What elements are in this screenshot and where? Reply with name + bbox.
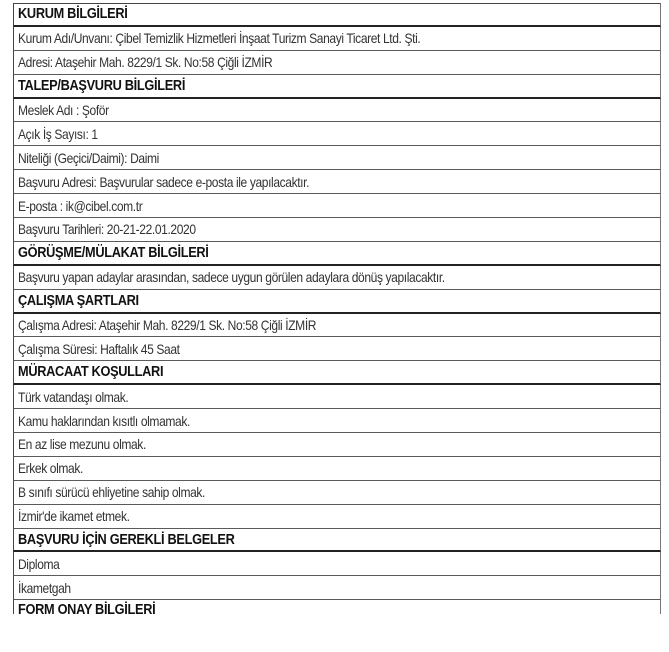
work-address: Çalışma Adresi: Ataşehir Mah. 8229/1 Sk. No:58 Çiğli İZMİR (18, 317, 317, 334)
requirement-row (13, 433, 661, 457)
section-title: ÇALIŞMA ŞARTLARI (18, 292, 139, 309)
required-document-row (13, 576, 661, 600)
requirement-row (13, 505, 661, 529)
section-header-institution-info (13, 3, 661, 27)
section-title: KURUM BİLGİLERİ (18, 6, 128, 23)
open-positions-row (13, 122, 661, 146)
application-method-row (13, 170, 661, 194)
section-header-required-documents (13, 529, 661, 553)
occupation-row (13, 99, 661, 123)
job-type-row (13, 146, 661, 170)
institution-address: Adresi: Ataşehir Mah. 8229/1 Sk. No:58 Çiğli İZMİR (18, 54, 273, 71)
requirement-item: İzmir'de ikamet etmek. (18, 508, 130, 525)
email-address: E-posta : ik@cibel.com.tr (18, 197, 143, 214)
requirement-item: Türk vatandaşı olmak. (18, 388, 129, 405)
interview-note: Başvuru yapan adaylar arasından, sadece uygun görülen adaylara dönüş yapılacaktır. (18, 269, 445, 286)
application-dates-row (13, 218, 661, 242)
work-hours: Çalışma Süresi: Haftalık 45 Saat (18, 340, 180, 357)
section-header-working-conditions (13, 290, 661, 314)
application-dates: Başvuru Tarihleri: 20-21-22.01.2020 (18, 221, 196, 238)
occupation-name: Meslek Adı : Şoför (18, 102, 109, 118)
requirement-item: Kamu haklarından kısıtlı olmamak. (18, 412, 190, 429)
requirement-item: En az lise mezunu olmak. (18, 436, 146, 453)
section-title: BAŞVURU İÇİN GEREKLİ BELGELER (18, 531, 235, 548)
job-posting-form (13, 3, 661, 614)
section-title: MÜRACAAT KOŞULLARI (18, 364, 164, 381)
section-title: GÖRÜŞME/MÜLAKAT BİLGİLERİ (18, 244, 209, 261)
required-document-item: Diploma (18, 555, 60, 572)
interview-note-row (13, 266, 661, 290)
section-title: FORM ONAY BİLGİLERİ (18, 602, 156, 615)
section-header-interview-info (13, 242, 661, 266)
requirement-item: Erkek olmak. (18, 460, 83, 477)
section-title: TALEP/BAŞVURU BİLGİLERİ (18, 77, 186, 94)
required-document-row (13, 552, 661, 576)
institution-name-row (13, 27, 661, 51)
job-type: Niteliği (Geçici/Daimi): Daimi (18, 149, 159, 166)
work-hours-row (13, 337, 661, 361)
section-header-application-requirements (13, 361, 661, 385)
email-row (13, 194, 661, 218)
section-header-form-approval (13, 600, 661, 614)
requirement-row (13, 481, 661, 505)
requirement-item: B sınıfı sürücü ehliyetine sahip olmak. (18, 484, 206, 501)
application-method: Başvuru Adresi: Başvurular sadece e-posta ile yapılacaktır. (18, 173, 310, 190)
requirement-row (13, 457, 661, 481)
institution-address-row (13, 51, 661, 75)
requirement-row (13, 409, 661, 433)
section-header-application-info (13, 75, 661, 99)
institution-name: Kurum Adı/Unvanı: Çibel Temizlik Hizmetleri İnşaat Turizm Sanayi Ticaret Ltd. Şti. (18, 30, 421, 47)
requirement-row (13, 385, 661, 409)
work-address-row (13, 314, 661, 338)
open-positions-count: Açık İş Sayısı: 1 (18, 125, 98, 142)
required-document-item: İkametgah (18, 579, 71, 596)
